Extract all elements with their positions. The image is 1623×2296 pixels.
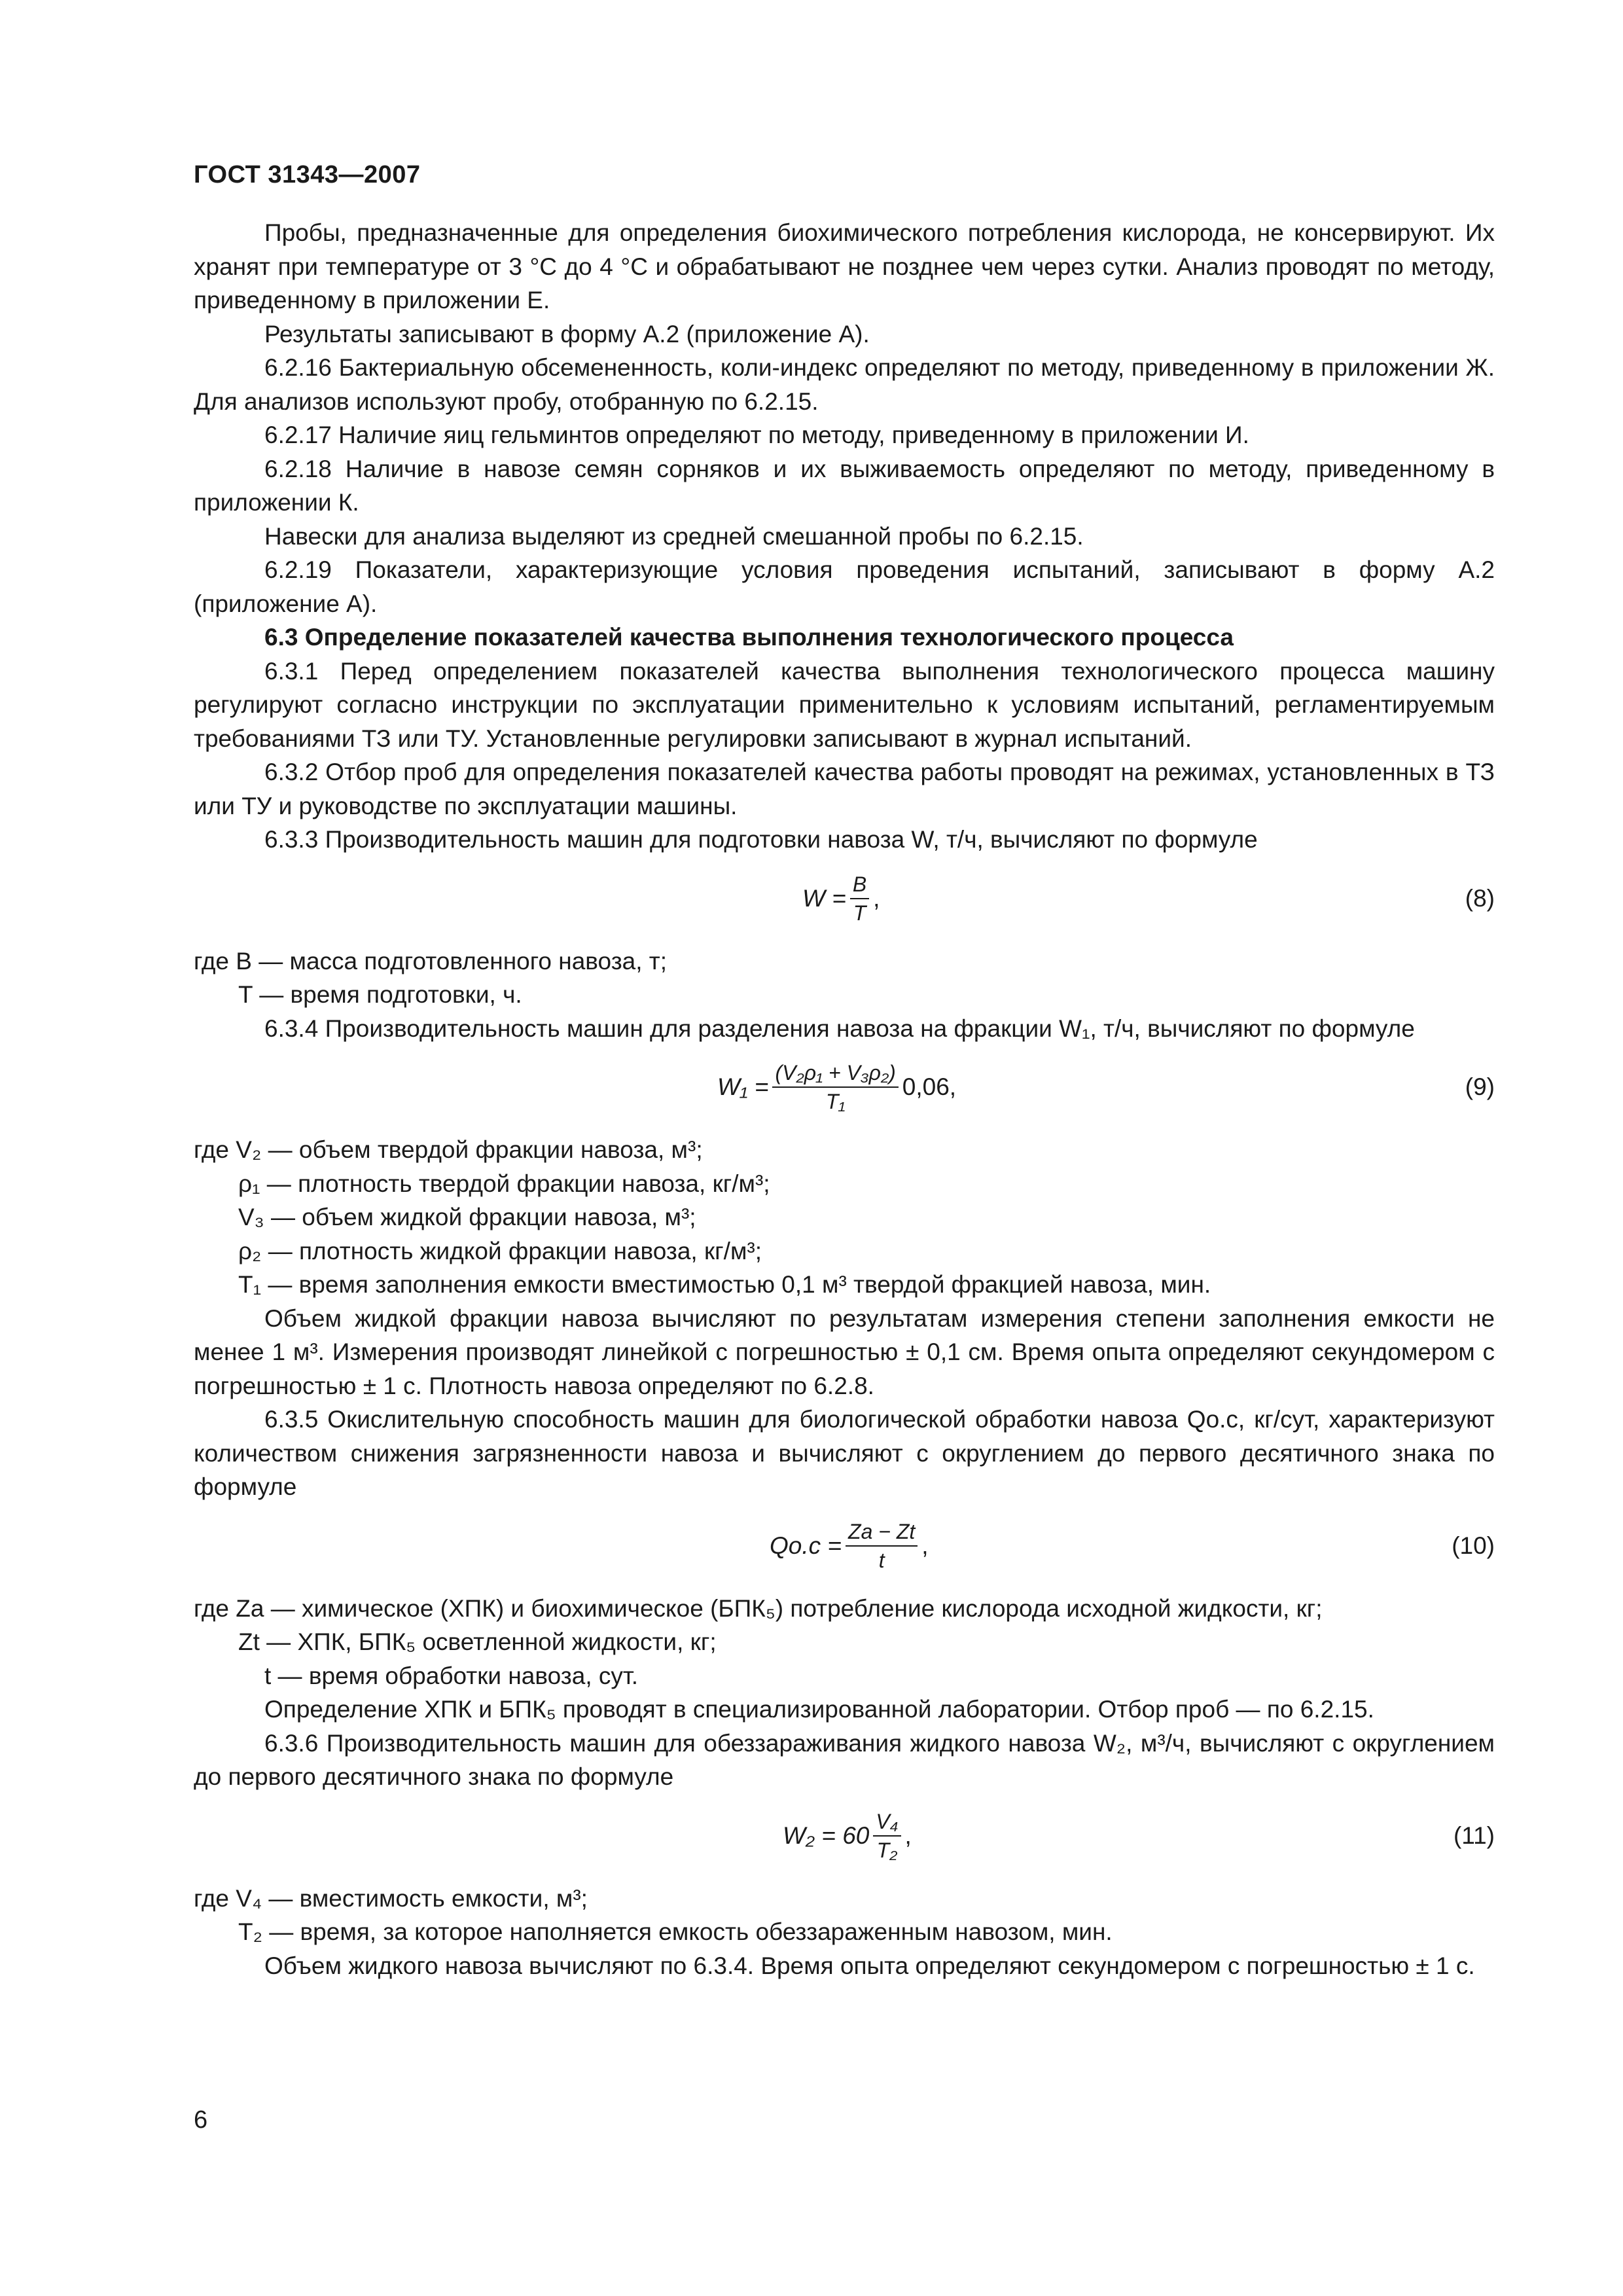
formula-number: (11) bbox=[1453, 1821, 1495, 1849]
formula-lhs: Qо.с = bbox=[770, 1532, 842, 1559]
formula-lhs: W₂ = 60 bbox=[783, 1821, 870, 1849]
formula-numerator: (V₂ρ₁ + V₃ρ₂) bbox=[772, 1060, 898, 1088]
where-line: где Zа — химическое (ХПК) и биохимическое (БПК₅) потребление кислорода исходной жидкости, кг; bbox=[194, 1594, 1323, 1622]
formula-9 bbox=[194, 1054, 1495, 1120]
formula-number: (9) bbox=[1465, 1073, 1495, 1101]
where-line: ρ₂ — плотность жидкой фракции навоза, кг/м³; bbox=[238, 1237, 762, 1265]
formula-lhs: W = bbox=[802, 884, 846, 912]
section-heading: 6.3 Определение показателей качества выполнения технологического процесса bbox=[264, 624, 1234, 651]
formula-numerator: B bbox=[850, 872, 869, 899]
where-line: Zt — ХПК, БПК₅ осветленной жидкости, кг; bbox=[238, 1628, 717, 1655]
formula-denominator: t bbox=[878, 1548, 885, 1572]
formula-8 bbox=[194, 866, 1495, 931]
formula-denominator: T₂ bbox=[876, 1838, 898, 1862]
formula-denominator: T bbox=[853, 901, 866, 925]
page-number: 6 bbox=[194, 2106, 208, 2134]
formula-fraction bbox=[772, 1060, 898, 1114]
where-line: T₂ — время, за которое наполняется емкость обеззараженным навозом, мин. bbox=[238, 1918, 1113, 1945]
formula-number: (8) bbox=[1465, 884, 1495, 912]
formula-tail: , bbox=[873, 884, 880, 912]
formula-tail: , bbox=[921, 1532, 929, 1559]
where-line: T₁ — время заполнения емкости вместимостью 0,1 м³ твердой фракцией навоза, мин. bbox=[238, 1271, 1211, 1298]
formula-number: (10) bbox=[1452, 1532, 1495, 1559]
paragraph: Объем жидкого навоза вычисляют по 6.3.4. Время опыта определяют секундомером с погрешностью ± 1 с. bbox=[264, 1952, 1475, 1979]
document-header: ГОСТ 31343—2007 bbox=[194, 161, 421, 188]
paragraph: Результаты записывают в форму А.2 (приложение А). bbox=[264, 320, 870, 348]
paragraph: 6.2.18 Наличие в навозе семян сорняков и их выживаемость определяют по методу, приведенному в приложении К. bbox=[194, 455, 1495, 516]
formula-tail: 0,06, bbox=[902, 1073, 957, 1101]
paragraph: Определение ХПК и БПК₅ проводят в специализированной лаборатории. Отбор проб — по 6.2.15. bbox=[264, 1696, 1374, 1723]
paragraph: 6.3.2 Отбор проб для определения показателей качества работы проводят на режимах, установленных в ТЗ или ТУ и руководстве по эксплуатации машины. bbox=[194, 759, 1495, 819]
where-line: V₃ — объем жидкой фракции навоза, м³; bbox=[238, 1204, 696, 1230]
formula-tail: , bbox=[904, 1821, 912, 1849]
formula-11 bbox=[194, 1803, 1495, 1869]
formula-fraction bbox=[846, 1519, 918, 1573]
formula-numerator: V₄ bbox=[873, 1809, 901, 1837]
paragraph: 6.3.6 Производительность машин для обеззараживания жидкого навоза W₂, м³/ч, вычисляют с округлением до первого десятичного знака по формуле bbox=[194, 1729, 1495, 1790]
where-line: T — время подготовки, ч. bbox=[238, 981, 522, 1008]
where-line: t — время обработки навоза, сут. bbox=[264, 1662, 639, 1689]
paragraph: 6.3.3 Производительность машин для подготовки навоза W, т/ч, вычисляют по формуле bbox=[264, 826, 1258, 853]
document-body bbox=[194, 216, 1495, 1982]
paragraph: 6.2.19 Показатели, характеризующие условия проведения испытаний, записывают в форму А.2 (приложение А). bbox=[194, 556, 1495, 617]
where-line: ρ₁ — плотность твердой фракции навоза, кг/м³; bbox=[238, 1170, 770, 1197]
paragraph: 6.3.1 Перед определением показателей качества выполнения технологического процесса машину регулируют согласно инструкции по эксплуатации применительно к условиям испытаний, регламентируемым требованиями ТЗ или ТУ. Установленные регулировки записывают в журнал испытаний. bbox=[194, 657, 1495, 752]
where-line: где V₂ — объем твердой фракции навоза, м³; bbox=[194, 1136, 703, 1163]
where-line: где B — масса подготовленного навоза, т; bbox=[194, 947, 668, 975]
formula-lhs: W₁ = bbox=[717, 1073, 769, 1101]
paragraph: Объем жидкой фракции навоза вычисляют по результатам измерения степени заполнения емкости не менее 1 м³. Измерения производят линейкой с погрешностью ± 0,1 см. Время опыта определяют секундомером с погрешностью ± 1 с. Плотность навоза определяют по 6.2.8. bbox=[194, 1304, 1495, 1399]
paragraph: Пробы, предназначенные для определения биохимического потребления кислорода, не консервируют. Их хранят при температуре от 3 °С до 4 °С и обрабатывают не позднее чем через сутки. Анализ проводят по методу, приведенному в приложении Е. bbox=[194, 219, 1495, 314]
formula-10 bbox=[194, 1513, 1495, 1579]
paragraph: 6.2.17 Наличие яиц гельминтов определяют по методу, приведенному в приложении И. bbox=[264, 422, 1249, 448]
paragraph: 6.3.5 Окислительную способность машин для биологической обработки навоза Qо.с, кг/сут, характеризуют количеством снижения загрязненности навоза и вычисляют с округлением до первого десятичного знака по формуле bbox=[194, 1406, 1495, 1500]
paragraph: 6.3.4 Производительность машин для разделения навоза на фракции W₁, т/ч, вычисляют по формуле bbox=[264, 1014, 1415, 1042]
paragraph: 6.2.16 Бактериальную обсемененность, коли-индекс определяют по методу, приведенному в приложении Ж. Для анализов используют пробу, отобранную по 6.2.15. bbox=[194, 354, 1495, 415]
formula-fraction bbox=[873, 1809, 901, 1863]
paragraph: Навески для анализа выделяют из средней смешанной пробы по 6.2.15. bbox=[264, 522, 1084, 550]
formula-denominator: T₁ bbox=[825, 1090, 846, 1113]
formula-numerator: Zа − Zt bbox=[846, 1519, 918, 1547]
where-line: где V₄ — вместимость емкости, м³; bbox=[194, 1884, 588, 1912]
formula-fraction bbox=[850, 872, 869, 925]
